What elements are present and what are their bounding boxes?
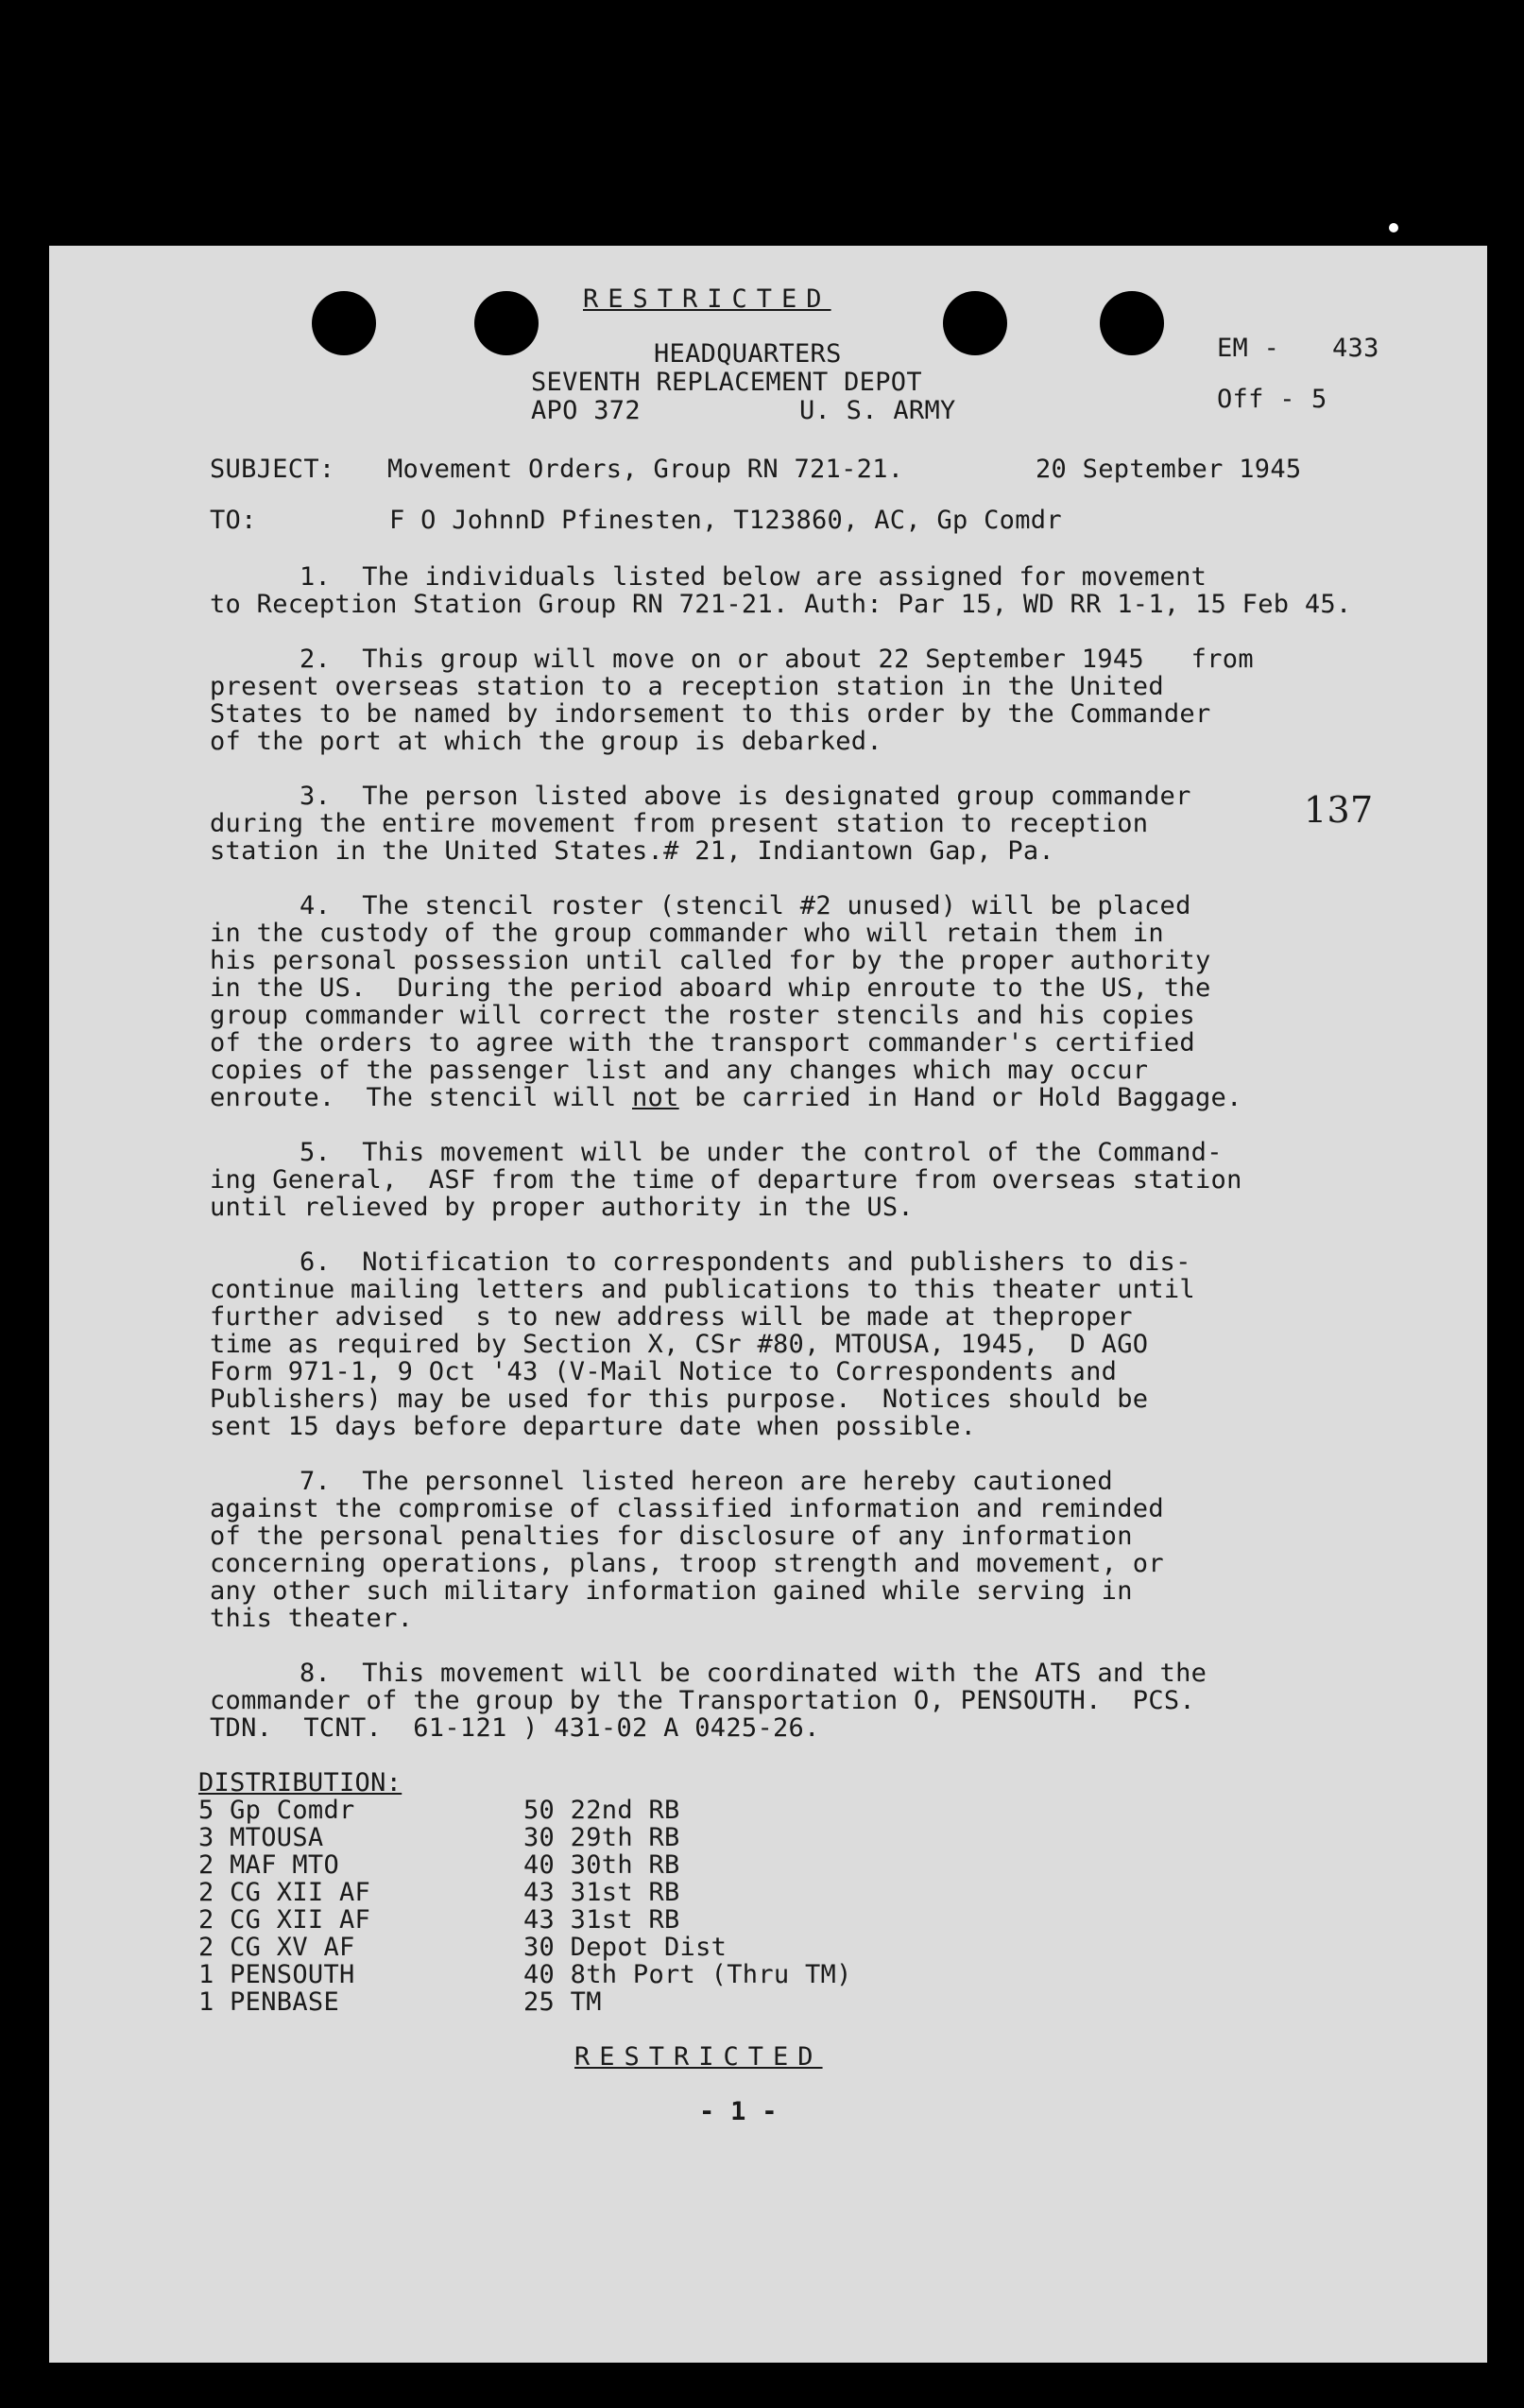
distribution-left-item: 1 PENBASE xyxy=(198,1987,339,2017)
paragraph-3-line: during the entire movement from present station to reception xyxy=(210,809,1149,838)
distribution-left-item: 2 CG XII AF xyxy=(198,1878,371,1907)
header-army: U. S. ARMY xyxy=(799,396,956,425)
paragraph-1-line: to Reception Station Group RN 721-21. Auth: Par 15, WD RR 1-1, 15 Feb 45. xyxy=(210,590,1352,619)
paragraph-7-line: 7. The personnel listed hereon are hereby cautioned xyxy=(300,1467,1113,1496)
paragraph-1-line: 1. The individuals listed below are assigned for movement xyxy=(300,562,1207,592)
paragraph-4-line: his personal possession until called for by the proper authority xyxy=(210,946,1211,975)
paragraph-6-line: Form 971-1, 9 Oct '43 (V-Mail Notice to Correspondents and xyxy=(210,1357,1118,1386)
paragraph-4-line: group commander will correct the roster stencils and his copies xyxy=(210,1001,1195,1030)
paragraph-2-line: 2. This group will move on or about 22 September 1945 from xyxy=(300,645,1254,674)
distribution-right-item: 25 TM xyxy=(523,1987,602,2017)
paragraph-4-not-emphasis: not xyxy=(632,1083,679,1112)
paragraph-5-line: 5. This movement will be under the control of the Command- xyxy=(300,1138,1223,1167)
distribution-right-item: 40 8th Port (Thru TM) xyxy=(523,1960,852,1989)
paragraph-7-line: this theater. xyxy=(210,1604,414,1633)
document-date: 20 September 1945 xyxy=(1036,455,1302,484)
paragraph-4-last-line xyxy=(210,1084,1242,1111)
distribution-right-item: 50 22nd RB xyxy=(523,1796,680,1825)
side-number: 137 xyxy=(1304,789,1374,831)
paragraph-6-line: sent 15 days before departure date when possible. xyxy=(210,1412,977,1441)
distribution-right-item: 43 31st RB xyxy=(523,1878,680,1907)
header-line1: HEADQUARTERS xyxy=(654,339,842,369)
paragraph-7-line: of the personal penalties for disclosure of any information xyxy=(210,1522,1133,1551)
distribution-left-item: 3 MTOUSA xyxy=(198,1823,324,1852)
distribution-left-item: 2 MAF MTO xyxy=(198,1850,339,1880)
paragraph-4-line: copies of the passenger list and any changes which may occur xyxy=(210,1056,1149,1085)
paragraph-2-line: present overseas station to a reception station in the United xyxy=(210,672,1164,701)
paragraph-4-line: 4. The stencil roster (stencil #2 unused) will be placed xyxy=(300,891,1191,920)
paragraph-8-line: 8. This movement will be coordinated with the ATS and the xyxy=(300,1659,1207,1688)
punch-hole xyxy=(312,291,376,355)
paragraph-6-line: Publishers) may be used for this purpose. Notices should be xyxy=(210,1385,1149,1414)
paragraph-4-line: of the orders to agree with the transport commander's certified xyxy=(210,1028,1195,1058)
off-label: Off - xyxy=(1217,385,1295,414)
classification-top: RESTRICTED xyxy=(583,284,831,314)
distribution-left-item: 5 Gp Comdr xyxy=(198,1796,355,1825)
header-apo: APO 372 xyxy=(531,396,641,425)
paragraph-6-line: further advised s to new address will be made at theproper xyxy=(210,1302,1133,1332)
to-label: TO: xyxy=(210,506,257,535)
paragraph-6-line: time as required by Section X, CSr #80, MTOUSA, 1945, D AGO xyxy=(210,1330,1149,1359)
paragraph-6-line: 6. Notification to correspondents and publishers to dis- xyxy=(300,1247,1191,1277)
distribution-right-item: 40 30th RB xyxy=(523,1850,680,1880)
punch-hole xyxy=(1100,291,1164,355)
paragraph-7-line: any other such military information gained while serving in xyxy=(210,1576,1133,1606)
paragraph-5-line: until relieved by proper authority in the US. xyxy=(210,1193,914,1222)
paragraph-4-line: in the custody of the group commander who will retain them in xyxy=(210,919,1164,948)
paragraph-8-line: commander of the group by the Transportation O, PENSOUTH. PCS. xyxy=(210,1686,1195,1715)
paragraph-6-line: continue mailing letters and publications to this theater until xyxy=(210,1275,1195,1304)
paragraph-3-line: 3. The person listed above is designated group commander xyxy=(300,782,1191,811)
paragraph-4-last-a: enroute. The stencil will xyxy=(210,1083,632,1112)
page-number: - 1 - xyxy=(699,2097,778,2126)
paragraph-7-line: concerning operations, plans, troop strength and movement, or xyxy=(210,1549,1164,1578)
distribution-right-item: 30 29th RB xyxy=(523,1823,680,1852)
distribution-right-item: 43 31st RB xyxy=(523,1905,680,1935)
paragraph-3-line: station in the United States.# 21, Indiantown Gap, Pa. xyxy=(210,836,1054,866)
distribution-left-item: 2 CG XV AF xyxy=(198,1933,355,1962)
classification-bottom: RESTRICTED xyxy=(574,2042,823,2072)
em-label: EM - xyxy=(1217,334,1280,363)
document-page xyxy=(49,246,1487,2363)
paragraph-8-line: TDN. TCNT. 61-121 ) 431-02 A 0425-26. xyxy=(210,1713,820,1743)
distribution-left-item: 2 CG XII AF xyxy=(198,1905,371,1935)
film-speck xyxy=(1389,223,1398,232)
off-value: 5 xyxy=(1311,385,1327,414)
punch-hole xyxy=(943,291,1007,355)
subject-label: SUBJECT: xyxy=(210,455,335,484)
distribution-label: DISTRIBUTION: xyxy=(198,1768,402,1797)
paragraph-7-line: against the compromise of classified information and reminded xyxy=(210,1494,1164,1523)
distribution-left-item: 1 PENSOUTH xyxy=(198,1960,355,1989)
distribution-right-item: 30 Depot Dist xyxy=(523,1933,728,1962)
paragraph-4-line: in the US. During the period aboard whip enroute to the US, the xyxy=(210,973,1211,1003)
paragraph-5-line: ing General, ASF from the time of departure from overseas station xyxy=(210,1165,1242,1195)
paragraph-4-last-b: be carried in Hand or Hold Baggage. xyxy=(678,1083,1242,1112)
to-addressee: F O JohnnD Pfinesten, T123860, AC, Gp Comdr xyxy=(389,506,1062,535)
punch-hole xyxy=(474,291,539,355)
paragraph-2-line: States to be named by indorsement to this order by the Commander xyxy=(210,699,1211,729)
paragraph-2-line: of the port at which the group is debarked. xyxy=(210,727,882,756)
header-line2: SEVENTH REPLACEMENT DEPOT xyxy=(531,368,922,397)
subject-text: Movement Orders, Group RN 721-21. xyxy=(387,455,904,484)
em-value: 433 xyxy=(1332,334,1379,363)
